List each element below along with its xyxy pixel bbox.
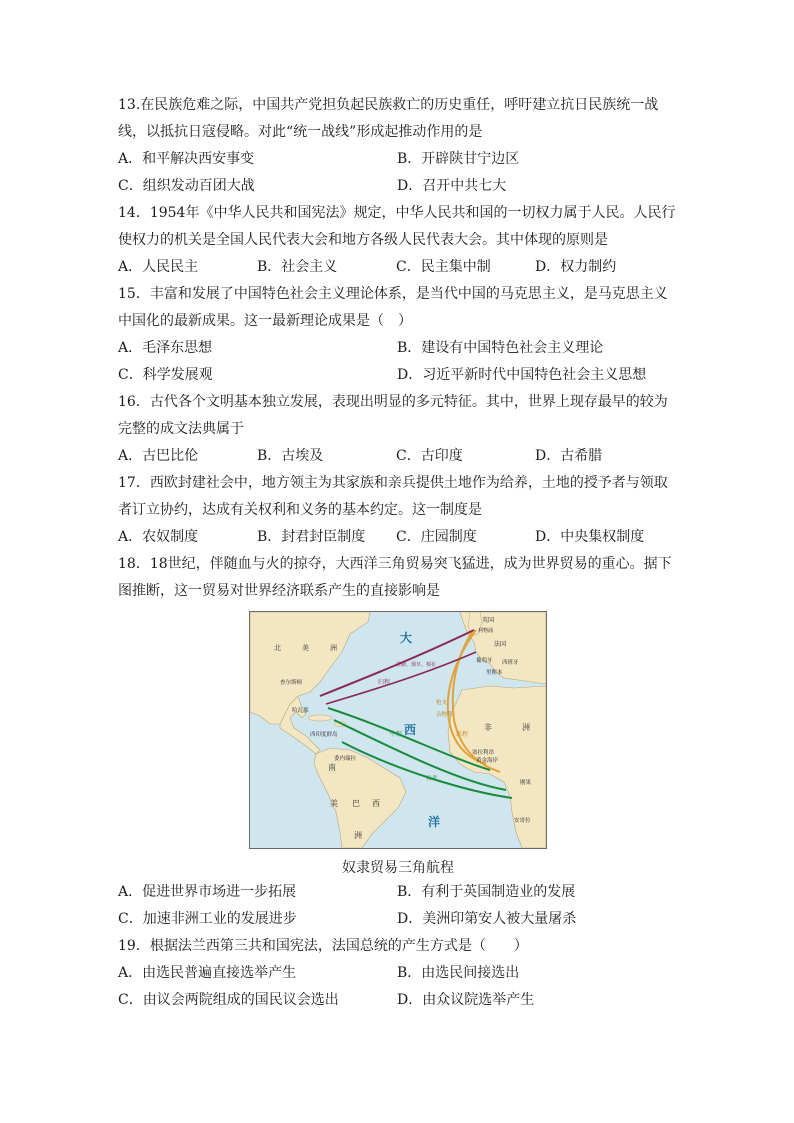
option-18-d[interactable]: D．美洲印第安人被大量屠杀 bbox=[397, 911, 577, 927]
question-17-options bbox=[118, 524, 678, 551]
question-15-text: 15．丰富和发展了中国特色社会主义理论体系，是当代中国的马克思主义，是马克思主义中国化的最新成果。这一最新理论成果是（ ） bbox=[118, 286, 668, 329]
label-route-return: 归程 bbox=[378, 679, 391, 686]
label-congo: 刚果 bbox=[520, 780, 532, 786]
question-16-text: 16．古代各个文明基本独立发展，表现出明显的多元特征。其中，世界上现存最早的较为完整的成文法典属于 bbox=[118, 394, 668, 437]
label-south-america-3: 巴 bbox=[352, 799, 360, 808]
cuba-island bbox=[308, 715, 332, 721]
option-18-c[interactable]: C．加速非洲工业的发展进步 bbox=[118, 911, 297, 927]
label-charleston: 查尔斯顿 bbox=[280, 680, 303, 686]
option-18-a[interactable]: A．促进世界市场进一步拓展 bbox=[118, 884, 297, 900]
question-19 bbox=[118, 933, 678, 1014]
label-gold-coast: 黄金海岸 bbox=[476, 758, 499, 764]
option-15-c[interactable]: C．科学发展观 bbox=[118, 367, 213, 383]
question-15-options bbox=[118, 335, 678, 389]
label-north-america-3: 洲 bbox=[330, 644, 337, 652]
option-17-c[interactable]: C．庄园制度 bbox=[396, 529, 477, 545]
option-19-a[interactable]: A．由选民普遍直接选举产生 bbox=[118, 965, 297, 981]
question-14-options bbox=[118, 254, 678, 281]
option-14-d[interactable]: D．权力制约 bbox=[535, 259, 617, 275]
label-africa-1: 非 bbox=[484, 723, 492, 732]
option-15-a[interactable]: A．毛泽东思想 bbox=[118, 340, 213, 356]
option-13-c[interactable]: C．组织发动百团大战 bbox=[118, 178, 255, 194]
option-17-d[interactable]: D．中央集权制度 bbox=[535, 529, 645, 545]
option-17-a[interactable]: A．农奴制度 bbox=[118, 529, 199, 545]
question-14 bbox=[118, 200, 678, 281]
label-north-america-2: 美 bbox=[302, 644, 309, 652]
label-spain: 西班牙 bbox=[502, 660, 519, 666]
option-16-d[interactable]: D．古希腊 bbox=[535, 448, 603, 464]
map-svg bbox=[250, 612, 546, 848]
question-16-options bbox=[118, 443, 678, 470]
question-17 bbox=[118, 470, 678, 551]
label-north-america-1: 北 bbox=[274, 644, 281, 652]
option-13-b[interactable]: B．开辟陕甘宁边区 bbox=[397, 151, 520, 167]
question-15 bbox=[118, 281, 678, 389]
option-19-b[interactable]: B．由选民间接选出 bbox=[397, 965, 520, 981]
label-goods-guns: 枪支 bbox=[436, 700, 448, 706]
label-ocean-1: 大 bbox=[400, 631, 413, 645]
label-west-indies: 西印度群岛 bbox=[310, 732, 338, 738]
option-19-c[interactable]: C．由议会两院组成的国民议会选出 bbox=[118, 992, 339, 1008]
option-17-b[interactable]: B．封君封臣制度 bbox=[257, 529, 366, 545]
option-14-c[interactable]: C．民主集中制 bbox=[396, 259, 491, 275]
label-havana: 哈瓦那 bbox=[292, 708, 309, 714]
option-18-b[interactable]: B．有利于英国制造业的发展 bbox=[397, 884, 576, 900]
label-south-america-2: 美 bbox=[330, 799, 338, 808]
question-19-text: 19．根据法兰西第三共和国宪法，法国总统的产生方式是（ ） bbox=[118, 938, 528, 954]
label-lisbon: 里斯本 bbox=[486, 670, 503, 676]
option-16-b[interactable]: B．古埃及 bbox=[257, 448, 324, 464]
label-south-america-5: 洲 bbox=[354, 831, 362, 840]
label-goods-return: 蔗糖、烟草、棉花 bbox=[396, 662, 437, 668]
triangle-trade-map bbox=[249, 611, 547, 849]
option-16-c[interactable]: C．古印度 bbox=[396, 448, 463, 464]
label-venezuela: 委内瑞拉 bbox=[334, 756, 357, 762]
label-ocean-2: 西 bbox=[404, 723, 417, 737]
option-16-a[interactable]: A．古巴比伦 bbox=[118, 448, 199, 464]
question-18-options bbox=[118, 879, 678, 933]
option-19-d[interactable]: D．由众议院选举产生 bbox=[397, 992, 535, 1008]
question-16 bbox=[118, 389, 678, 470]
label-south-america-1: 南 bbox=[328, 763, 336, 772]
option-14-b[interactable]: B．社会主义 bbox=[257, 259, 338, 275]
option-13-a[interactable]: A．和平解决西安事变 bbox=[118, 151, 255, 167]
label-uk: 英国 bbox=[482, 617, 495, 624]
label-liverpool: 利物浦 bbox=[478, 628, 494, 634]
question-14-text: 14．1954年《中华人民共和国宪法》规定，中华人民共和国的一切权力属于人民。人民行使权力的机关是全国人民代表大会和地方各级人民代表大会。其中体现的原则是 bbox=[118, 205, 676, 248]
option-15-d[interactable]: D．习近平新时代中国特色社会主义思想 bbox=[397, 367, 647, 383]
question-18-text: 18．18世纪，伴随血与火的掠夺，大西洋三角贸易突飞猛进，成为世界贸易的重心。据下图推断，这一贸易对世界经济联系产生的直接影响是 bbox=[118, 556, 672, 599]
triangle-trade-figure bbox=[118, 611, 678, 879]
question-17-text: 17．西欧封建社会中，地方领主为其家族和亲兵提供土地作为给养，土地的授予者与领取者订立协约，达成有关权利和义务的基本约定。这一制度是 bbox=[118, 475, 668, 518]
label-africa-2: 洲 bbox=[522, 723, 530, 732]
question-13 bbox=[118, 92, 678, 200]
question-18 bbox=[118, 551, 678, 933]
label-route-out: 出程 bbox=[456, 731, 469, 738]
option-15-b[interactable]: B．建设有中国特色社会主义理论 bbox=[397, 340, 604, 356]
label-france: 法国 bbox=[494, 641, 507, 648]
question-13-options bbox=[118, 146, 678, 200]
question-13-text: 13.在民族危难之际，中国共产党担负起民族救亡的历史重任，呼吁建立抗日民族统一战线，以抵抗日寇侵略。对此“统一战线”形成起推动作用的是 bbox=[118, 97, 659, 140]
label-slaves: 奴隶 bbox=[426, 776, 438, 782]
label-route-middle: 中程 bbox=[390, 731, 403, 738]
option-14-a[interactable]: A．人民民主 bbox=[118, 259, 199, 275]
option-13-d[interactable]: D．召开中共七大 bbox=[397, 178, 507, 194]
question-19-options bbox=[118, 960, 678, 1014]
exam-page bbox=[118, 92, 678, 1014]
map-caption: 奴隶贸易三角航程 bbox=[342, 860, 454, 876]
label-south-america-4: 西 bbox=[372, 799, 380, 808]
label-portugal: 葡萄牙 bbox=[476, 658, 493, 664]
label-senegal: 塞拉利昂 bbox=[472, 750, 495, 756]
label-goods-misc: 杂物等 bbox=[436, 712, 453, 718]
label-angola: 安哥拉 bbox=[514, 818, 531, 824]
label-ocean-3: 洋 bbox=[428, 815, 441, 829]
